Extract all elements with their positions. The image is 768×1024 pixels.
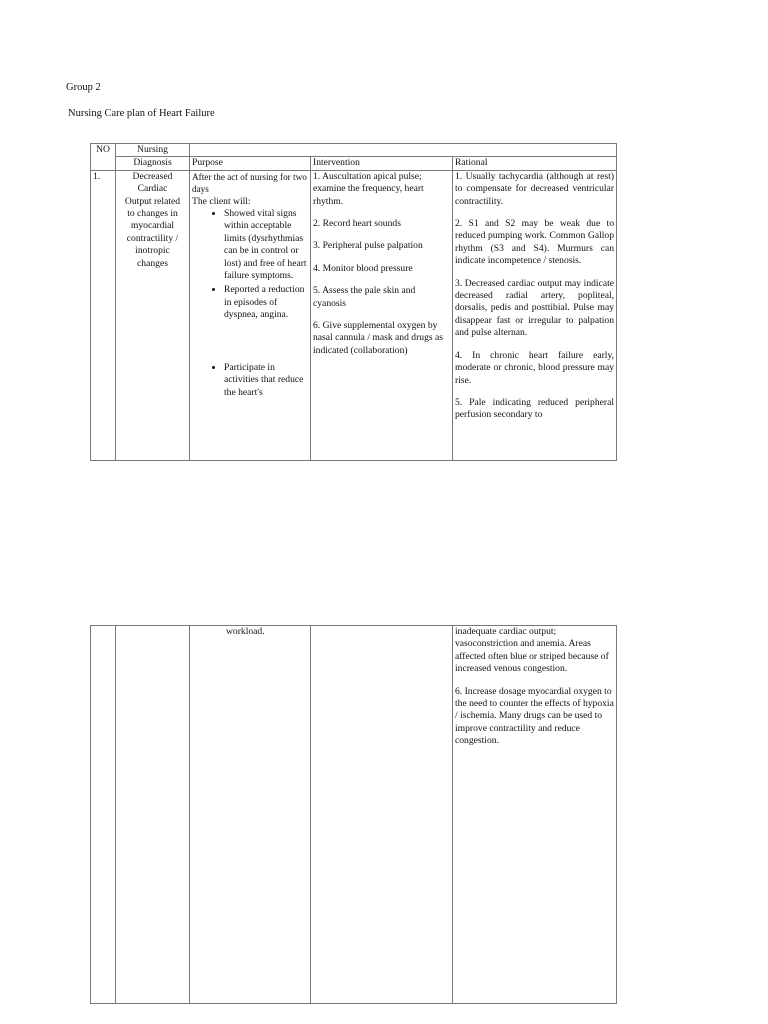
header-diagnosis-line2: Diagnosis: [116, 157, 190, 170]
cont-intervention-cell: [311, 626, 453, 1004]
header-blank: [190, 144, 617, 157]
rational-item: 5. Pale indicating reduced peripheral perfusion secondary to: [455, 396, 615, 421]
diagnosis-line: myocardial: [130, 220, 175, 232]
diagnosis-cell: [116, 170, 190, 460]
diagnosis-line: Output related: [124, 195, 181, 207]
diagnosis-line: Decreased: [132, 170, 173, 182]
row-number: 1.: [91, 170, 116, 460]
intervention-cell: [311, 170, 453, 460]
cont-rational-cell: [453, 626, 617, 1004]
rational-item: 4. In chronic heart failure early, moderate or chronic, blood pressure may rise.: [455, 349, 615, 386]
intervention-item: 2. Record heart sounds: [313, 218, 401, 230]
purpose-continued: workload.: [226, 626, 265, 637]
intervention-item: 6. Give supplemental oxygen by nasal cannula / mask and drugs as indicated (collaboration): [313, 320, 444, 356]
header-no: NO: [91, 144, 116, 171]
cont-number-cell: [91, 626, 116, 1004]
rational-item: 3. Decreased cardiac output may indicate decreased radial artery, popliteal, dorsalis, pedis and posttibial. Pulse may disappear fast or irregular to palpation and pulse alternan.: [455, 277, 615, 339]
rational-cell: [453, 170, 617, 460]
header-purpose: Purpose: [190, 157, 311, 170]
purpose-client: The client will:: [192, 195, 251, 207]
purpose-item: • Showed vital signs within acceptable limits (dysrhythmias can be in control or lost) and free of heart failure symptoms.: [224, 208, 308, 282]
purpose-item: • Reported a reduction in episodes of dyspnea, angina.: [224, 284, 308, 321]
header-intervention: Intervention: [311, 157, 453, 170]
header-diagnosis-line1: Nursing: [116, 144, 190, 157]
purpose-item: • Participate in activities that reduce the heart's: [224, 362, 308, 399]
cont-diagnosis-cell: [116, 626, 190, 1004]
diagnosis-line: to changes in: [127, 208, 178, 220]
intervention-item: 4. Monitor blood pressure: [313, 262, 413, 274]
purpose-list: [192, 208, 308, 399]
diagnosis-line: contractility /: [126, 232, 179, 244]
rational-item: 1. Usually tachycardia (although at rest) to compensate for decreased ventricular contractility.: [455, 170, 615, 207]
care-plan-table-continued: [90, 625, 617, 1004]
diagnosis-line: Cardiac: [137, 183, 168, 195]
intervention-item: 1. Auscultation apical pulse; examine the frequency, heart rhythm.: [313, 170, 424, 207]
cont-purpose-cell: [190, 626, 311, 1004]
purpose-intro: After the act of nursing for two days: [192, 171, 307, 195]
document-title: Nursing Care plan of Heart Failure: [68, 108, 215, 119]
intervention-item: 5. Assess the pale skin and cyanosis: [313, 285, 416, 309]
purpose-cell: [190, 170, 311, 460]
group-label: Group 2: [66, 82, 101, 93]
care-plan-table: [90, 143, 617, 461]
rational-item: inadequate cardiac output; vasoconstriction and anemia. Areas affected often blue or striped because of increased venous congestion.: [455, 626, 609, 675]
diagnosis-line: inotropic: [135, 245, 170, 257]
rational-item: 6. Increase dosage myocardial oxygen to the need to counter the effects of hypoxia / ischemia. Many drugs can be used to improve contractility and reduce congestion.: [455, 685, 614, 747]
header-rational: Rational: [453, 157, 617, 170]
rational-item: 2. S1 and S2 may be weak due to reduced pumping work. Common Gallop rhythm (S3 and S4). Murmurs can indicate incompetence / stenosis.: [455, 218, 615, 267]
intervention-item: 3. Peripheral pulse palpation: [313, 240, 423, 252]
diagnosis-line: changes: [137, 257, 168, 269]
